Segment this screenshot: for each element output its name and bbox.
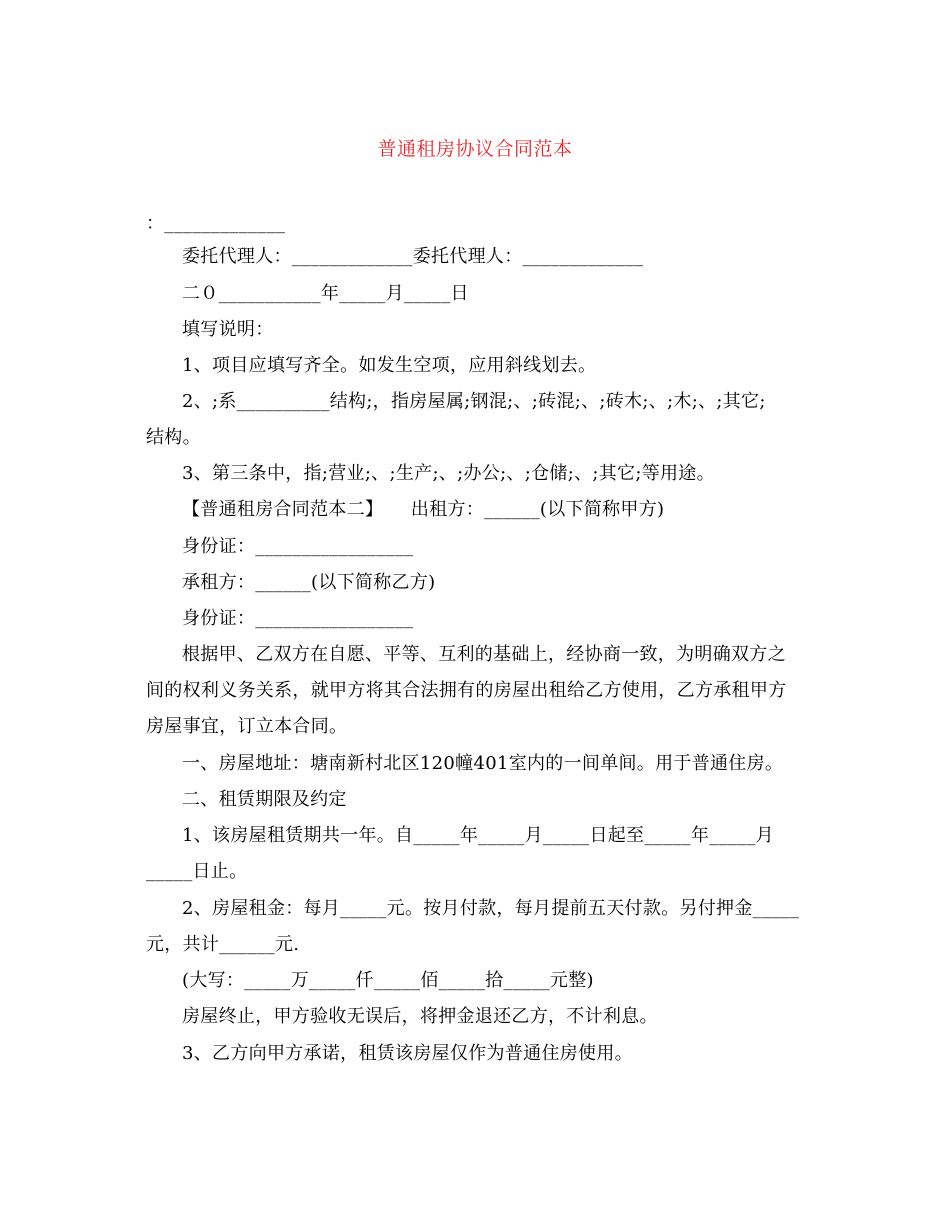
- clause-1-address: 一、房屋地址：塘南新村北区120幢401室内的一间单间。用于普通住房。: [182, 753, 784, 774]
- date-line: 二０___________年_____月_____日: [182, 283, 469, 304]
- lessor-line: 【普通租房合同范本二】 出租方：______(以下简称甲方): [182, 499, 665, 520]
- party-blank-line: ：_____________: [146, 213, 286, 234]
- clause-2-2-continued: 元，共计______元.: [146, 934, 300, 955]
- preamble-line-3: 房屋事宜，订立本合同。: [146, 716, 348, 737]
- instruction-item-3: 3、第三条中，指;营业;、;生产;、;办公;、;仓储;、;其它;等用途。: [182, 463, 715, 484]
- preamble-line-1: 根据甲、乙双方在自愿、平等、互利的基础上，经协商一致，为明确双方之: [182, 644, 786, 665]
- instruction-item-1: 1、项目应填写齐全。如发生空项，应用斜线划去。: [182, 355, 597, 376]
- lessor-id-line: 身份证：_________________: [182, 536, 414, 557]
- instruction-item-2-continued: 结构。: [146, 427, 201, 448]
- amount-in-words-line: (大写：_____万_____仟_____佰_____拾_____元整): [182, 970, 594, 991]
- lessee-line: 承租方：______(以下简称乙方): [182, 572, 436, 593]
- clause-2-heading: 二、租赁期限及约定: [182, 789, 347, 810]
- agent-line: 委托代理人：_____________委托代理人：_____________: [182, 246, 644, 267]
- document-title: 普通租房协议合同范本: [377, 138, 573, 160]
- clause-2-3-usage: 3、乙方向甲方承诺，租赁该房屋仅作为普通住房使用。: [182, 1043, 633, 1064]
- clause-2-1-continued: _____日止。: [146, 861, 248, 882]
- instructions-heading: 填写说明：: [182, 319, 274, 340]
- instruction-item-2: 2、;系__________结构;，指房屋属;钢混;、;砖混;、;砖木;、;木;、;其它;: [182, 391, 766, 412]
- deposit-return-line: 房屋终止，甲方验收无误后，将押金退还乙方，不计利息。: [182, 1006, 658, 1027]
- clause-2-2-rent: 2、房屋租金：每月_____元。按月付款，每月提前五天付款。另付押金_____: [182, 898, 800, 919]
- clause-2-1-term: 1、该房屋租赁期共一年。自_____年_____月_____日起至_____年_____月: [182, 825, 774, 846]
- preamble-line-2: 间的权利义务关系，就甲方将其合法拥有的房屋出租给乙方使用，乙方承租甲方: [146, 680, 787, 701]
- lessee-id-line: 身份证：_________________: [182, 608, 414, 629]
